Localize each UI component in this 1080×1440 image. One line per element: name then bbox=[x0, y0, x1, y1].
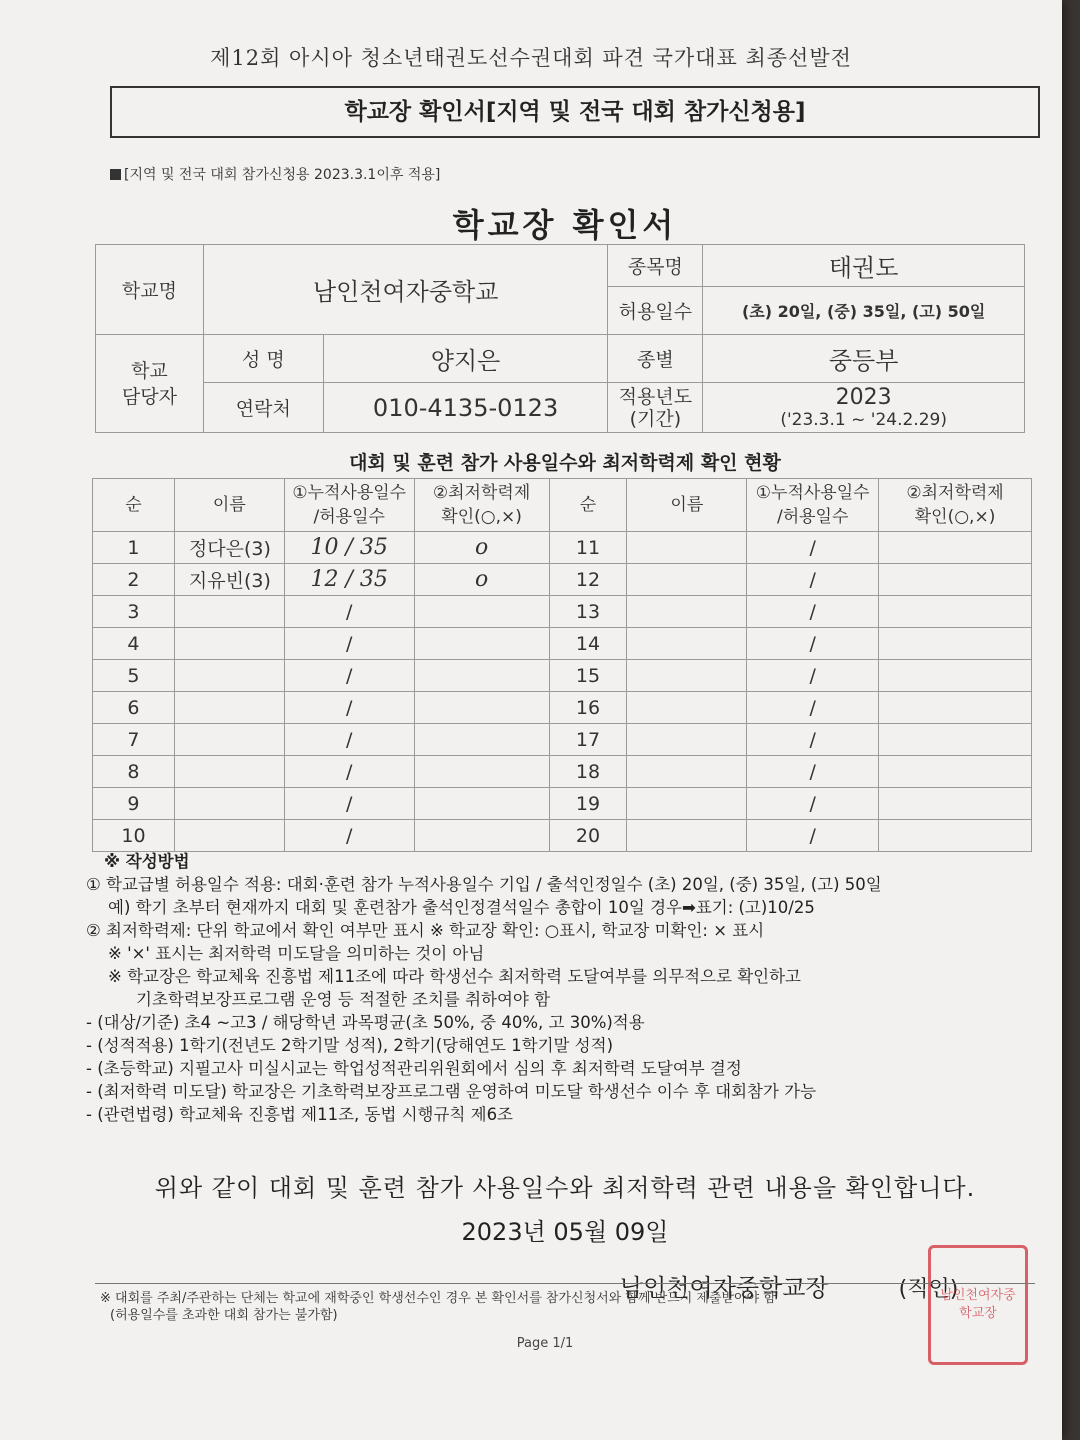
header-no: 순 bbox=[549, 479, 627, 532]
category-label: 종별 bbox=[608, 335, 703, 383]
cell-no: 18 bbox=[549, 756, 627, 788]
cell-days: / bbox=[284, 596, 414, 628]
cell-check bbox=[414, 788, 549, 820]
cell-name bbox=[174, 820, 284, 852]
cell-days: / bbox=[747, 756, 879, 788]
cell-name bbox=[627, 692, 747, 724]
cell-check bbox=[414, 692, 549, 724]
school-label: 학교명 bbox=[96, 245, 204, 335]
table-row bbox=[93, 628, 1032, 660]
year-label: 적용년도 (기간) bbox=[608, 383, 703, 433]
notes-heading: ※ 작성방법 bbox=[104, 852, 190, 871]
document-title: 학교장 확인서 bbox=[452, 206, 678, 244]
cell-name bbox=[174, 692, 284, 724]
cell-check bbox=[879, 532, 1032, 564]
cell-name: 정다은(3) bbox=[174, 532, 284, 564]
note-line: - (최저학력 미도달) 학교장은 기초학력보장프로그램 운영하여 미도달 학생선수 이수 후 대회참가 가능 bbox=[86, 1082, 817, 1101]
cell-no: 3 bbox=[93, 596, 175, 628]
year-value: 2023 bbox=[835, 385, 892, 410]
header-days: ①누적사용일수 /허용일수 bbox=[284, 479, 414, 532]
cell-days: / bbox=[747, 596, 879, 628]
school-info-table bbox=[95, 244, 1025, 433]
header-name: 이름 bbox=[174, 479, 284, 532]
note-line: - (초등학교) 지필고사 미실시교는 학업성적관리위원회에서 심의 후 최저학력 도달여부 결정 bbox=[86, 1059, 742, 1078]
header-days: ①누적사용일수 /허용일수 bbox=[747, 479, 879, 532]
cell-days: 10 / 35 bbox=[284, 532, 414, 564]
manager-label: 학교 담당자 bbox=[96, 335, 204, 433]
cell-no: 15 bbox=[549, 660, 627, 692]
note-line: - (성적적용) 1학기(전년도 2학기말 성적), 2학기(당해연도 1학기말 성적) bbox=[86, 1036, 614, 1055]
cell-no: 16 bbox=[549, 692, 627, 724]
cell-name bbox=[627, 628, 747, 660]
participation-table bbox=[92, 478, 1032, 852]
table-row bbox=[93, 756, 1032, 788]
cell-check bbox=[879, 788, 1032, 820]
cell-check bbox=[414, 820, 549, 852]
cell-check bbox=[414, 628, 549, 660]
table-row bbox=[93, 820, 1032, 852]
subnote-text: [지역 및 전국 대회 참가신청용 2023.3.1이후 적용] bbox=[124, 167, 441, 183]
cell-no: 7 bbox=[93, 724, 175, 756]
cell-check bbox=[879, 660, 1032, 692]
seal-mark: (직인) bbox=[898, 1277, 959, 1302]
cell-name bbox=[174, 724, 284, 756]
cell-no: 17 bbox=[549, 724, 627, 756]
cell-name bbox=[627, 788, 747, 820]
cell-no: 4 bbox=[93, 628, 175, 660]
year-cell bbox=[703, 383, 1025, 433]
cell-check bbox=[879, 692, 1032, 724]
cell-name bbox=[174, 596, 284, 628]
cell-days: / bbox=[747, 532, 879, 564]
issue-date: 2023년 05월 09일 bbox=[461, 1218, 669, 1246]
cell-name bbox=[627, 820, 747, 852]
cell-no: 11 bbox=[549, 532, 627, 564]
contact-value: 010-4135-0123 bbox=[323, 383, 608, 433]
cell-name bbox=[627, 564, 747, 596]
cell-check bbox=[414, 756, 549, 788]
school-value: 남인천여자중학교 bbox=[203, 245, 608, 335]
contact-label: 연락처 bbox=[203, 383, 323, 433]
cell-name bbox=[174, 756, 284, 788]
table-row bbox=[93, 564, 1032, 596]
writing-instructions bbox=[86, 850, 1046, 1126]
cell-no: 9 bbox=[93, 788, 175, 820]
table-row bbox=[93, 532, 1032, 564]
cell-check bbox=[414, 596, 549, 628]
cell-days: / bbox=[747, 692, 879, 724]
cell-no: 10 bbox=[93, 820, 175, 852]
header-no: 순 bbox=[93, 479, 175, 532]
cell-days: / bbox=[284, 788, 414, 820]
cell-check bbox=[879, 756, 1032, 788]
cell-days: / bbox=[284, 820, 414, 852]
note-line: ① 학교급별 허용일수 적용: 대회·훈련 참가 누적사용일수 기입 / 출석인정일수 (초) 20일, (중) 35일, (고) 50일 bbox=[86, 875, 882, 894]
square-bullet-icon bbox=[110, 169, 121, 180]
cell-check bbox=[879, 564, 1032, 596]
footnote-line: (허용일수를 초과한 대회 참가는 불가함) bbox=[110, 1308, 338, 1323]
header-check: ②최저학력제 확인(○,×) bbox=[879, 479, 1032, 532]
cell-check bbox=[414, 660, 549, 692]
page-number: Page 1/1 bbox=[516, 1336, 574, 1351]
cell-check bbox=[414, 724, 549, 756]
section-title: 대회 및 훈련 참가 사용일수와 최저학력제 확인 현황 bbox=[349, 452, 781, 474]
name-label: 성 명 bbox=[203, 335, 323, 383]
form-subnote bbox=[110, 164, 440, 184]
cell-name: 지유빈(3) bbox=[174, 564, 284, 596]
form-banner: 학교장 확인서[지역 및 전국 대회 참가신청용] bbox=[110, 86, 1040, 138]
cell-no: 13 bbox=[549, 596, 627, 628]
cell-name bbox=[174, 788, 284, 820]
sport-value: 태권도 bbox=[703, 245, 1025, 287]
principal-name: 남인천여자중학교장 bbox=[620, 1274, 829, 1302]
cell-days: 12 / 35 bbox=[284, 564, 414, 596]
cell-no: 8 bbox=[93, 756, 175, 788]
table-row bbox=[93, 660, 1032, 692]
cell-name bbox=[174, 628, 284, 660]
cell-no: 5 bbox=[93, 660, 175, 692]
note-line: 예) 학기 초부터 현재까지 대회 및 훈련참가 출석인정결석일수 총합이 10일 경우➡표기: (고)10/25 bbox=[108, 898, 815, 917]
cell-name bbox=[627, 756, 747, 788]
footnote bbox=[100, 1290, 1040, 1324]
note-line: ② 최저학력제: 단위 학교에서 확인 여부만 표시 ※ 학교장 확인: ○표시, 학교장 미확인: × 표시 bbox=[86, 921, 765, 940]
cell-check bbox=[879, 820, 1032, 852]
sport-label: 종목명 bbox=[608, 245, 703, 287]
cell-days: / bbox=[747, 820, 879, 852]
note-line: - (대상/기준) 초4 ~고3 / 해당학년 과목평균(초 50%, 중 40%, 고 30%)적용 bbox=[86, 1013, 645, 1032]
official-seal-stamp: 남인천여자중학교장 bbox=[928, 1245, 1028, 1365]
table-row bbox=[93, 692, 1032, 724]
cell-days: / bbox=[284, 724, 414, 756]
cell-no: 6 bbox=[93, 692, 175, 724]
cell-days: / bbox=[747, 724, 879, 756]
cell-check: o bbox=[414, 564, 549, 596]
cell-name bbox=[627, 596, 747, 628]
confirmation-statement: 위와 같이 대회 및 훈련 참가 사용일수와 최저학력 관련 내용을 확인합니다. bbox=[154, 1174, 976, 1202]
cell-no: 19 bbox=[549, 788, 627, 820]
cell-name bbox=[174, 660, 284, 692]
cell-no: 20 bbox=[549, 820, 627, 852]
cell-days: / bbox=[284, 628, 414, 660]
allowed-value: (초) 20일, (중) 35일, (고) 50일 bbox=[703, 287, 1025, 335]
participation-table-body bbox=[93, 532, 1032, 852]
cell-no: 2 bbox=[93, 564, 175, 596]
cell-name bbox=[627, 532, 747, 564]
cell-days: / bbox=[284, 692, 414, 724]
note-line: - (관련법령) 학교체육 진흥법 제11조, 동법 시행규칙 제6조 bbox=[86, 1105, 513, 1124]
note-line: ※ '×' 표시는 최저학력 미도달을 의미하는 것이 아님 bbox=[108, 944, 485, 963]
cell-check bbox=[879, 628, 1032, 660]
cell-no: 12 bbox=[549, 564, 627, 596]
table-row bbox=[93, 596, 1032, 628]
cell-check: o bbox=[414, 532, 549, 564]
cell-no: 1 bbox=[93, 532, 175, 564]
cell-days: / bbox=[747, 660, 879, 692]
cell-days: / bbox=[747, 788, 879, 820]
cell-days: / bbox=[284, 660, 414, 692]
category-value: 중등부 bbox=[703, 335, 1025, 383]
cell-name bbox=[627, 724, 747, 756]
table-row bbox=[93, 724, 1032, 756]
cell-check bbox=[879, 596, 1032, 628]
header-name: 이름 bbox=[627, 479, 747, 532]
footnote-divider bbox=[95, 1283, 1035, 1284]
event-title: 제12회 아시아 청소년태권도선수권대회 파견 국가대표 최종선발전 bbox=[210, 46, 852, 70]
header-check: ②최저학력제 확인(○,×) bbox=[414, 479, 549, 532]
cell-days: / bbox=[284, 756, 414, 788]
footnote-line: ※ 대회를 주최/주관하는 단체는 학교에 재학중인 학생선수인 경우 본 확인서를 참가신청서와 함께 반드시 제출받아야 함 bbox=[100, 1291, 776, 1306]
table-row bbox=[93, 788, 1032, 820]
period-value: ('23.3.1 ~ '24.2.29) bbox=[780, 410, 947, 430]
cell-name bbox=[627, 660, 747, 692]
cell-check bbox=[879, 724, 1032, 756]
cell-no: 14 bbox=[549, 628, 627, 660]
name-value: 양지은 bbox=[323, 335, 608, 383]
cell-days: / bbox=[747, 628, 879, 660]
note-line: 기초학력보장프로그램 운영 등 적절한 조치를 취하여야 함 bbox=[136, 990, 551, 1009]
note-line: ※ 학교장은 학교체육 진흥법 제11조에 따라 학생선수 최저학력 도달여부를 의무적으로 확인하고 bbox=[108, 967, 801, 986]
cell-days: / bbox=[747, 564, 879, 596]
allowed-label: 허용일수 bbox=[608, 287, 703, 335]
